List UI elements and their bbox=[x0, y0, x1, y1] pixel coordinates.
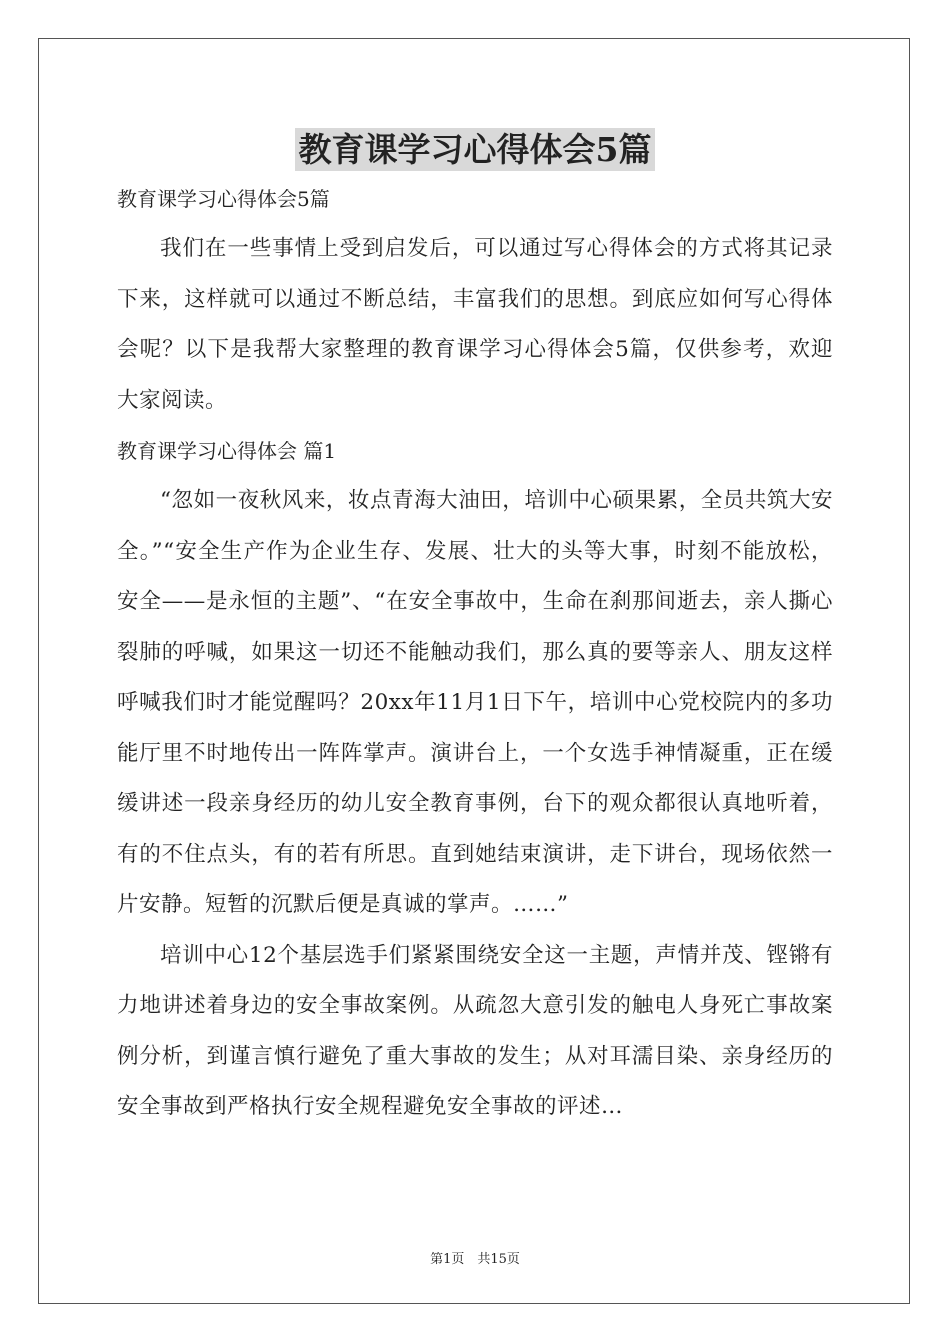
section1-paragraph-1: “忽如一夜秋风来，妆点青海大油田，培训中心硕果累，全员共筑大安全。”“安全生产作为企业生存、发展、壮大的头等大事，时刻不能放松，安全——是永恒的主题”、“在安全事故中，生命在刹那间逝去，亲人撕心裂肺的呼喊，如果这一切还不能触动我们，那么真的要等亲人、朋友这样呼喊我们时才能觉醒吗？20xx年11月1日下午，培训中心党校院内的多功能厅里不时地传出一阵阵掌声。演讲台上，一个女选手神情凝重，正在缓缓讲述一段亲身经历的幼儿安全教育事例，台下的观众都很认真地听着，有的不住点头，有的若有所思。直到她结束演讲，走下讲台，现场依然一片安静。短暂的沉默后便是真诚的掌声。……” bbox=[117, 488, 833, 917]
document-title-text: 教育课学习心得体会5篇 bbox=[295, 128, 656, 171]
document-title bbox=[0, 124, 950, 176]
section1-paragraph-2: 培训中心12个基层选手们紧紧围绕安全这一主题，声情并茂、铿锵有力地讲述着身边的安全事故案例。从疏忽大意引发的触电人身死亡事故案例分析，到谨言慎行避免了重大事故的发生；从对耳濡目染、亲身经历的安全事故到严格执行安全规程避免安全事故的评述… bbox=[117, 942, 833, 1119]
page-footer: 第1页 共15页 bbox=[430, 1252, 520, 1267]
document-subtitle: 教育课学习心得体会5篇 bbox=[117, 187, 330, 211]
intro-paragraph: 我们在一些事情上受到启发后，可以通过写心得体会的方式将其记录下来，这样就可以通过不断总结，丰富我们的思想。到底应如何写心得体会呢？以下是我帮大家整理的教育课学习心得体会5篇，仅供参考，欢迎大家阅读。 bbox=[117, 236, 833, 413]
document-body bbox=[117, 174, 833, 1133]
section-heading-1: 教育课学习心得体会 篇1 bbox=[117, 439, 337, 463]
